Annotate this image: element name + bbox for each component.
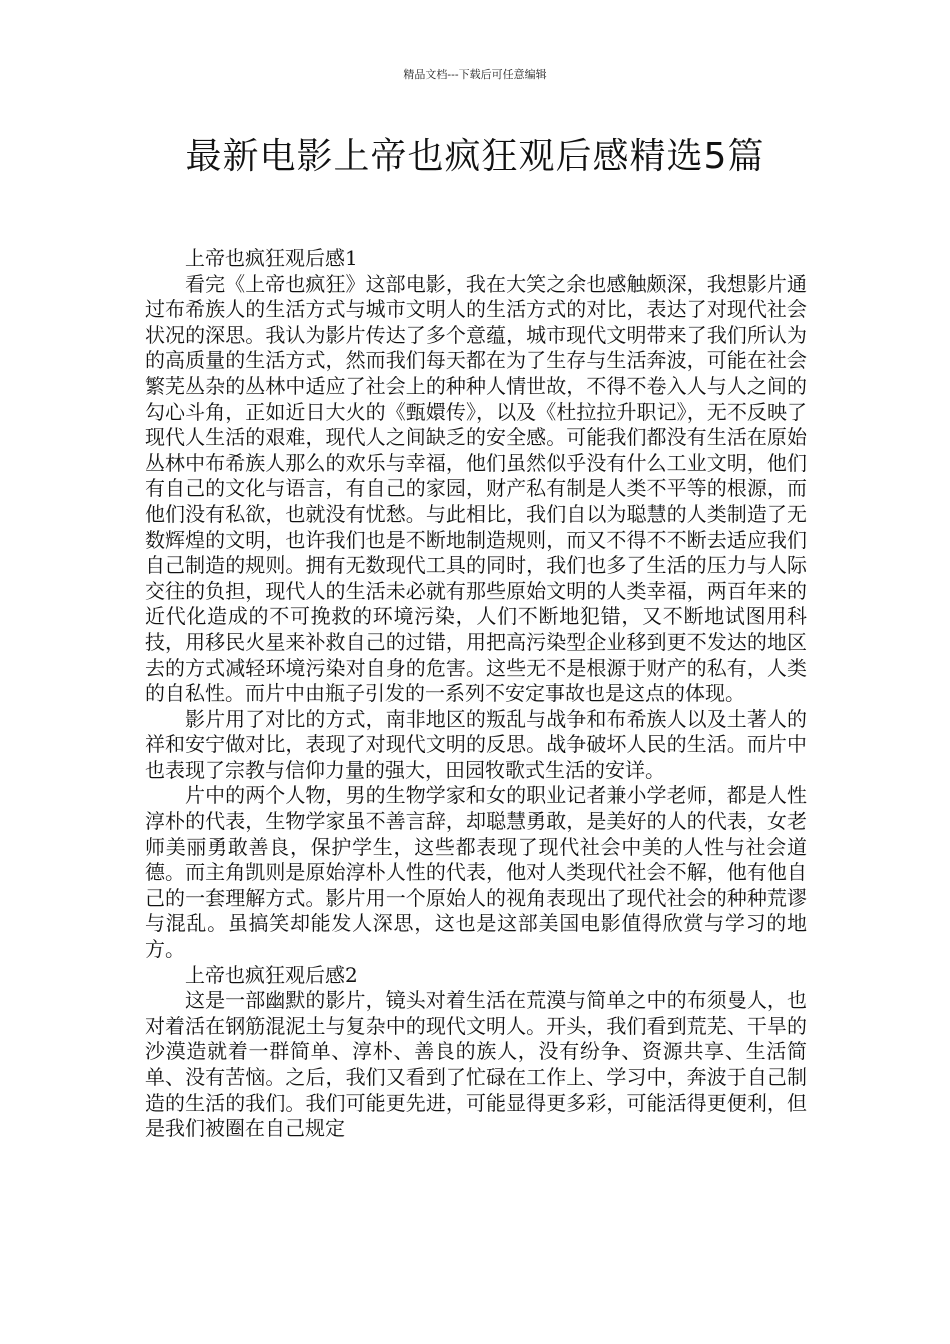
document-title: 最新电影上帝也疯狂观后感精选5篇 — [185, 136, 765, 177]
header-note: 精品文档---下载后可任意编辑 — [403, 68, 547, 81]
paragraph: 看完《上帝也疯狂》这部电影，我在大笑之余也感触颇深，我想影片通过布希族人的生活方式与城市文明人的生活方式的对比，表达了对现代社会状况的深思。我认为影片传达了多个意蕴，城市现代文明带来了我们所认为的高质量的生活方式，然而我们每天都在为了生存与生活奔波，可能在社会繁芜丛杂的丛林中适应了社会上的种种人情世故，不得不卷入人与人之间的勾心斗角，正如近日大火的《甄嬛传》，以及《杜拉拉升职记》，无不反映了现代人生活的艰难，现代人之间缺乏的安全感。可能我们都没有生活在原始丛林中布希族人那么的欢乐与幸福，他们虽然似乎没有什么工业文明，他们有自己的文化与语言，有自己的家园，财产私有制是人类不平等的根源，而他们没有私欲，也就没有忧愁。与此相比，我们自以为聪慧的人类制造了无数辉煌的文明，也许我们也是不断地制造规则，而又不得不不断去适应我们自己制造的规则。拥有无数现代工具的同时，我们也多了生活的压力与人际交往的负担，现代人的生活未必就有那些原始文明的人类幸福，两百年来的近代化造成的不可挽救的环境污染，人们不断地犯错，又不断地试图用科技，用移民火星来补救自己的过错，用把高污染型企业移到更不发达的地区去的方式减轻环境污染对自身的危害。这些无不是根源于财产的私有，人类的自私性。而片中由瓶子引发的一系列不安定事故也是这点的体现。 — [145, 271, 807, 706]
section-heading: 上帝也疯狂观后感1 — [185, 246, 358, 270]
section-heading: 上帝也疯狂观后感2 — [185, 962, 358, 987]
paragraph: 这是一部幽默的影片，镜头对着生活在荒漠与简单之中的布须曼人，也对着活在钢筋混泥土与复杂中的现代文明人。开头，我们看到荒芜、干旱的沙漠造就着一群简单、淳朴、善良的族人，没有纷争、资源共享、生活简单、没有苦恼。之后，我们又看到了忙碌在工作上、学习中，奔波于自己制造的生活的我们。我们可能更先进，可能显得更多彩，可能活得更便利，但是我们被圈在自己规定 — [145, 988, 807, 1141]
paragraph: 影片用了对比的方式，南非地区的叛乱与战争和布希族人以及土著人的祥和安宁做对比，表现了对现代文明的反思。战争破坏人民的生活。而片中也表现了宗教与信仰力量的强大，田园牧歌式生活的安详。 — [145, 706, 807, 782]
document-body — [145, 246, 807, 1142]
paragraph: 片中的两个人物，男的生物学家和女的职业记者兼小学老师，都是人性淳朴的代表，生物学家虽不善言辞，却聪慧勇敢，是美好的人的代表，女老师美丽勇敢善良，保护学生，这些都表现了现代社会中美的人性与社会道德。而主角凯则是原始淳朴人性的代表，他对人类现代社会不解，他有他自己的一套理解方式。影片用一个原始人的视角表现出了现代社会的种种荒谬与混乱。虽搞笑却能发人深思，这也是这部美国电影值得欣赏与学习的地方。 — [145, 783, 807, 962]
